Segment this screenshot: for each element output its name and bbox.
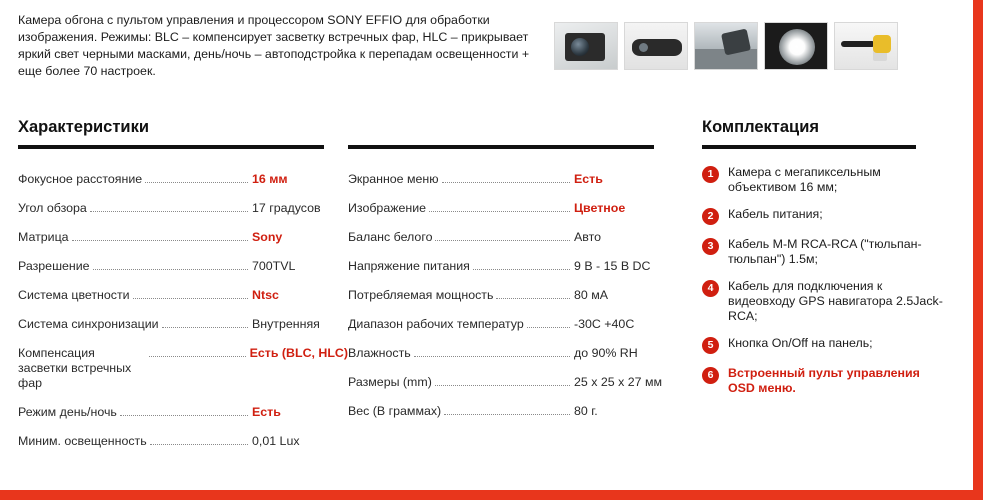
spec-value: Ntsc xyxy=(252,288,279,302)
leader-dots xyxy=(120,408,248,416)
spec-value: Цветное xyxy=(574,201,626,215)
table-row xyxy=(18,252,348,281)
table-row xyxy=(18,427,348,456)
list-item xyxy=(702,237,946,267)
spec-value: Внутренняя xyxy=(252,317,320,331)
leader-dots xyxy=(435,378,570,386)
spec-label: Режим день/ночь xyxy=(18,405,117,419)
table-row xyxy=(18,310,348,339)
kit-item-label: Кнопка On/Off на панель; xyxy=(728,336,873,350)
table-row xyxy=(18,398,348,427)
spec-value: 80 мА xyxy=(574,288,609,302)
kit-item-label: Кабель M-M RCA-RCA ("тюльпан-тюльпан") 1.5м; xyxy=(728,237,922,266)
kit-item-label: Кабель для подключения к видеовходу GPS навигатора 2.5Jack-RCA; xyxy=(728,279,943,323)
spec-label: Диапазон рабочих температур xyxy=(348,317,524,331)
specs-column-left xyxy=(18,118,348,456)
list-item xyxy=(702,336,946,354)
list-item xyxy=(702,165,946,195)
camera-front-photo[interactable] xyxy=(554,22,618,70)
kit-title: Комплектация xyxy=(702,118,819,136)
kit-column xyxy=(678,118,946,456)
spec-value: 9 В - 15 В DC xyxy=(574,259,651,273)
table-row xyxy=(18,339,348,398)
table-row xyxy=(348,281,678,310)
spec-list-right xyxy=(348,165,678,426)
spec-label: Экранное меню xyxy=(348,172,439,186)
leader-dots xyxy=(93,262,248,270)
section-divider xyxy=(348,145,654,149)
leader-dots xyxy=(90,204,248,212)
table-row xyxy=(18,281,348,310)
spec-label: Влажность xyxy=(348,346,411,360)
table-row xyxy=(348,165,678,194)
camera-side-photo[interactable] xyxy=(624,22,688,70)
list-item xyxy=(702,366,946,396)
kit-number-badge: 2 xyxy=(702,208,719,225)
spec-value: Есть xyxy=(574,172,603,186)
spec-label: Фокусное расстояние xyxy=(18,172,143,186)
spec-label: Вес (В граммах) xyxy=(348,404,442,418)
leader-dots xyxy=(496,291,570,299)
table-row xyxy=(348,310,678,339)
spec-value: Есть xyxy=(252,405,281,419)
kit-item-label: Кабель питания; xyxy=(728,207,823,221)
table-row xyxy=(348,339,678,368)
camera-mounted-photo[interactable] xyxy=(694,22,758,70)
spec-label: Система цветности xyxy=(18,288,130,302)
spec-label: Баланс белого xyxy=(348,230,433,244)
spec-label: Компенсация засветки встречных фар xyxy=(18,346,132,390)
spec-label: Размеры (mm) xyxy=(348,375,432,389)
spec-value: 700TVL xyxy=(252,259,296,273)
leader-dots xyxy=(149,349,246,357)
thumbnail-strip xyxy=(554,12,898,70)
content-columns xyxy=(18,118,955,456)
leader-dots xyxy=(133,291,248,299)
spec-label: Разрешение xyxy=(18,259,90,273)
kit-list xyxy=(702,165,946,396)
section-divider xyxy=(18,145,324,149)
kit-item-label: Камера с мегапиксельным объективом 16 мм; xyxy=(728,165,881,194)
table-row xyxy=(18,165,348,194)
spec-label: Миним. освещенность xyxy=(18,434,147,448)
kit-number-badge: 1 xyxy=(702,166,719,183)
spec-value: Sony xyxy=(252,230,283,244)
page-title: Характеристики xyxy=(18,118,149,136)
spec-value: до 90% RH xyxy=(574,346,638,360)
table-row xyxy=(348,368,678,397)
kit-number-badge: 3 xyxy=(702,238,719,255)
leader-dots xyxy=(72,233,248,241)
camera-night-vision-photo[interactable] xyxy=(764,22,828,70)
kit-number-badge: 4 xyxy=(702,280,719,297)
leader-dots xyxy=(527,320,570,328)
spec-value: 25 x 25 x 27 мм xyxy=(574,375,662,389)
spec-value: 80 г. xyxy=(574,404,598,418)
spec-value: Есть (BLC, HLC) xyxy=(249,346,348,360)
spec-value: 17 градусов xyxy=(252,201,321,215)
table-row xyxy=(348,223,678,252)
spec-value: 16 мм xyxy=(252,172,288,186)
leader-dots xyxy=(473,262,570,270)
table-row xyxy=(348,397,678,426)
spec-list-left xyxy=(18,165,348,456)
list-item xyxy=(702,279,946,324)
kit-item-label: Встроенный пульт управления OSD меню. xyxy=(728,366,920,395)
spec-label: Изображение xyxy=(348,201,427,215)
table-row xyxy=(18,223,348,252)
leader-dots xyxy=(442,175,570,183)
list-item xyxy=(702,207,946,225)
specs-column-right xyxy=(348,118,678,456)
spec-value: 0,01 Lux xyxy=(252,434,300,448)
spec-label: Потребляемая мощность xyxy=(348,288,494,302)
leader-dots xyxy=(150,437,248,445)
spec-value: Авто xyxy=(574,230,602,244)
section-divider xyxy=(702,145,916,149)
spec-label: Угол обзора xyxy=(18,201,87,215)
leader-dots xyxy=(145,175,248,183)
spec-label: Система синхронизации xyxy=(18,317,159,331)
intro-section xyxy=(18,12,955,104)
leader-dots xyxy=(162,320,248,328)
table-row xyxy=(18,194,348,223)
leader-dots xyxy=(435,233,570,241)
table-row xyxy=(348,252,678,281)
spec-value: -30С +40С xyxy=(574,317,635,331)
kit-number-badge: 5 xyxy=(702,337,719,354)
spec-label: Матрица xyxy=(18,230,69,244)
camera-cables-photo[interactable] xyxy=(834,22,898,70)
table-row xyxy=(348,194,678,223)
leader-dots xyxy=(414,349,570,357)
intro-text: Камера обгона с пультом управления и процессором SONY EFFIO для обработки изображения. Режимы: BLC – компенсирует засветку встречных фар, HLC – прикрывает яркий свет черными масками, день/ночь – автоподстройка к перепадам освещенности + еще более 70 настроек. xyxy=(18,13,530,78)
spec-label: Напряжение питания xyxy=(348,259,470,273)
kit-number-badge: 6 xyxy=(702,367,719,384)
leader-dots xyxy=(444,407,570,415)
leader-dots xyxy=(429,204,570,212)
